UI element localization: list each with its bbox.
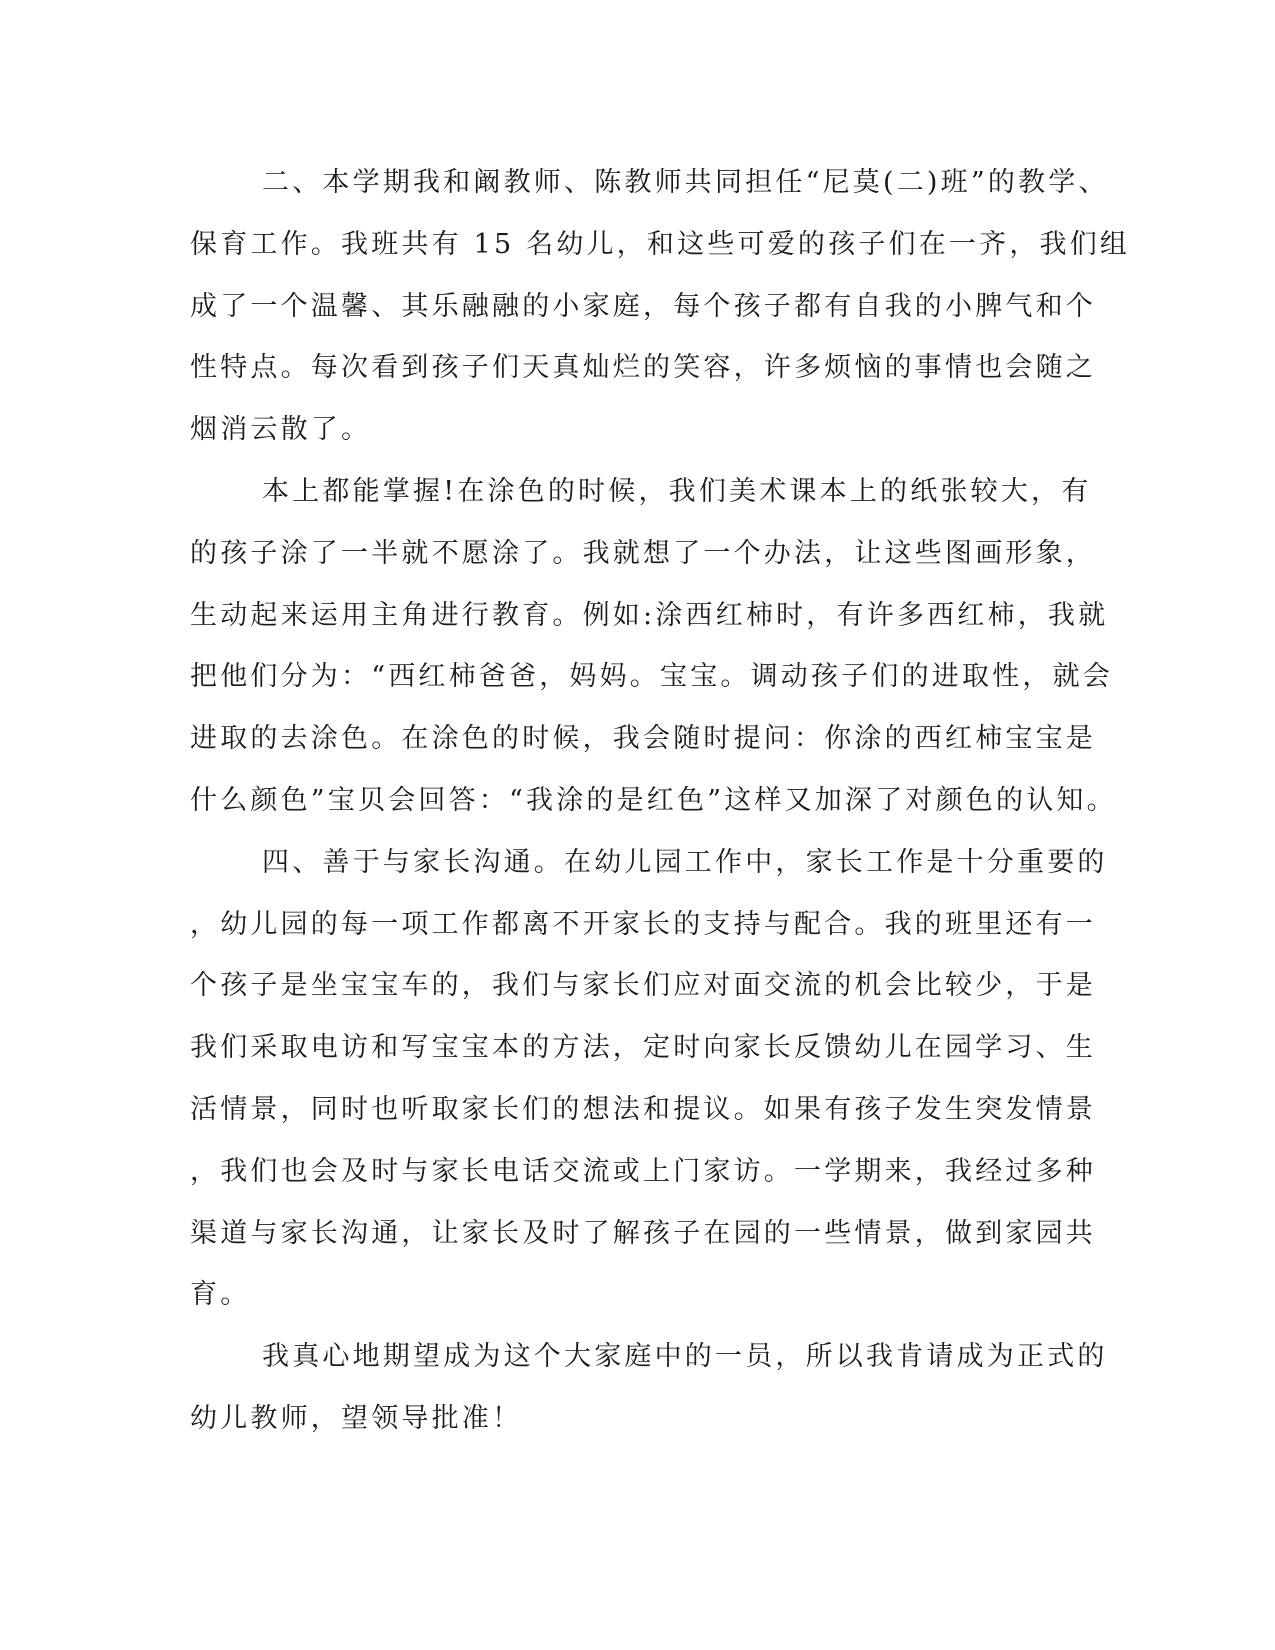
text-line: 渠道与家长沟通，让家长及时了解孩子在园的一些情景，做到家园共 — [190, 1217, 1096, 1249]
text-line: 二、本学期我和阚教师、陈教师共同担任“尼莫(二)班”的教学、 — [262, 167, 1109, 198]
text-line: 我们采取电访和写宝宝本的方法，定时向家长反馈幼儿在园学习、生 — [190, 1032, 1096, 1064]
text-line: 我真心地期望成为这个大家庭中的一员，所以我肯请成为正式的 — [262, 1341, 1108, 1373]
text-line: 活情景，同时也听取家长们的想法和提议。如果有孩子发生突发情景 — [190, 1093, 1096, 1125]
text-line: 本上都能掌握!在涂色的时候，我们美术课本上的纸张较大，有 — [262, 475, 1092, 507]
text-line: 烟消云散了。 — [190, 414, 372, 446]
text-line: 性特点。每次看到孩子们天真灿烂的笑容，许多烦恼的事情也会随之 — [190, 352, 1096, 384]
document-body — [190, 152, 1131, 1450]
paragraph-closing-request — [190, 1326, 1108, 1450]
text-line: ，我们也会及时与家长电话交流或上门家访。一学期来，我经过多种 — [190, 1155, 1096, 1187]
text-line: 成了一个温馨、其乐融融的小家庭，每个孩子都有自我的小脾气和个 — [190, 290, 1096, 322]
text-line: 什么颜色”宝贝会回答：“我涂的是红色”这样又加深了对颜色的认知。 — [190, 784, 1117, 816]
text-line: 生动起来运用主角进行教育。例如:涂西红柿时，有许多西红柿，我就 — [190, 599, 1109, 631]
text-line: 育。 — [190, 1279, 251, 1311]
text-line: 保育工作。我班共有 15 名幼儿，和这些可爱的孩子们在一齐，我们组 — [190, 228, 1131, 260]
text-line: 的孩子涂了一半就不愿涂了。我就想了一个办法，让这些图画形象， — [190, 537, 1096, 569]
text-line: 幼儿教师，望领导批准！ — [190, 1402, 523, 1434]
text-line: 进取的去涂色。在涂色的时候，我会随时提问：你涂的西红柿宝宝是 — [190, 723, 1096, 755]
text-line: 四、善于与家长沟通。在幼儿园工作中，家长工作是十分重要的 — [262, 846, 1108, 878]
paragraph-parent-communication — [190, 832, 1108, 1326]
paragraph-class-introduction — [190, 152, 1131, 461]
text-line: 把他们分为：“西红柿爸爸，妈妈。宝宝。调动孩子们的进取性，就会 — [190, 661, 1114, 693]
text-line: ，幼儿园的每一项工作都离不开家长的支持与配合。我的班里还有一 — [190, 908, 1096, 940]
paragraph-coloring-lesson — [190, 461, 1117, 832]
text-line: 个孩子是坐宝宝车的，我们与家长们应对面交流的机会比较少，于是 — [190, 970, 1096, 1002]
